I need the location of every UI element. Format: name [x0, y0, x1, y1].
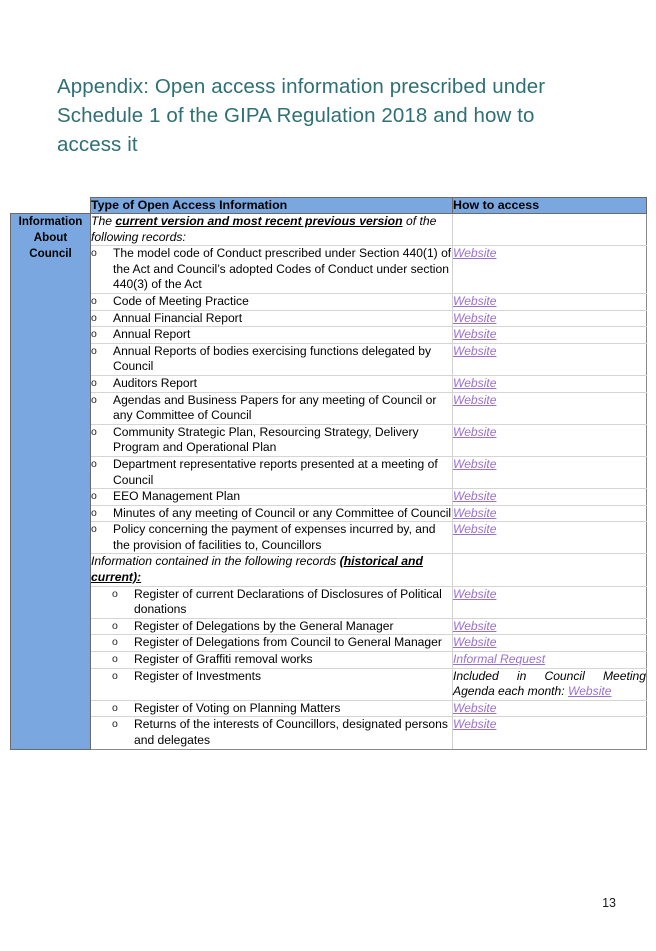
- table-row: [11, 717, 647, 749]
- section-heading-text: Information contained in the following records (historical and current):: [91, 554, 453, 586]
- table-row: [11, 635, 647, 652]
- record-type-label: Register of current Declarations of Disclosures of Political donations: [134, 586, 442, 617]
- table: [10, 197, 647, 750]
- access-method-cell: [453, 456, 647, 488]
- record-type-label: EEO Management Plan: [113, 489, 241, 504]
- bullet-circle-icon: o: [91, 247, 97, 260]
- access-link[interactable]: Website: [453, 522, 497, 537]
- section-heading-text: The current version and most recent previous version of the following records:: [91, 214, 453, 246]
- record-type-label: Register of Delegations from Council to General Manager: [134, 635, 442, 650]
- bullet-circle-icon: o: [91, 393, 97, 406]
- record-type-label: Register of Delegations by the General Manager: [134, 618, 394, 633]
- table-row: [11, 586, 647, 618]
- record-type-cell: [91, 586, 453, 618]
- table-row: [11, 618, 647, 635]
- record-type-cell: [91, 327, 453, 344]
- record-type-label: Annual Financial Report: [113, 310, 243, 325]
- access-link[interactable]: Website: [453, 392, 497, 407]
- bullet-circle-icon: o: [91, 457, 97, 470]
- record-type-label: Code of Meeting Practice: [113, 293, 249, 308]
- access-note-text: Included in Council Meeting Agenda each month:: [453, 668, 646, 699]
- section-heading-emphasis: current version and most recent previous version: [115, 214, 403, 228]
- access-link[interactable]: Website: [453, 375, 497, 390]
- access-method-cell: [453, 522, 647, 554]
- access-method-cell: [453, 392, 647, 424]
- record-type-cell: [91, 246, 453, 294]
- access-method-cell: [453, 652, 647, 669]
- access-link[interactable]: Website: [453, 424, 497, 439]
- header-spacer-cell: [11, 198, 91, 214]
- access-method-cell: [453, 618, 647, 635]
- bullet-circle-icon: o: [91, 376, 97, 389]
- record-type-cell: [91, 310, 453, 327]
- table-row: [11, 522, 647, 554]
- record-type-label: Register of Voting on Planning Matters: [134, 700, 341, 715]
- open-access-information-table: [10, 197, 646, 750]
- bullet-circle-icon: o: [91, 344, 97, 357]
- section-heading-row: [11, 214, 647, 246]
- category-side-label: Information About Council: [11, 214, 91, 750]
- record-type-cell: [91, 505, 453, 522]
- access-link[interactable]: Website: [453, 505, 497, 520]
- record-type-cell: [91, 375, 453, 392]
- page-number: 13: [602, 896, 616, 910]
- bullet-circle-icon: o: [91, 311, 97, 324]
- table-row: [11, 652, 647, 669]
- table-row: [11, 700, 647, 717]
- access-method-cell: [453, 310, 647, 327]
- table-body: [11, 198, 647, 750]
- record-type-label: Department representative reports presented at a meeting of Council: [113, 456, 438, 487]
- record-type-label: The model code of Conduct prescribed under Section 440(1) of the Act and Council’s adopted Codes of Conduct under section 440(3) of the Act: [113, 246, 452, 292]
- column-header-type: Type of Open Access Information: [91, 198, 453, 214]
- bullet-circle-icon: o: [112, 636, 118, 649]
- record-type-label: Policy concerning the payment of expenses incurred by, and the provision of facilities to, Councillors: [113, 522, 436, 552]
- record-type-label: Annual Report: [113, 327, 191, 342]
- access-method-cell: [453, 246, 647, 294]
- access-method-cell: [453, 668, 647, 700]
- access-method-cell: [453, 717, 647, 749]
- access-link[interactable]: Website: [453, 618, 497, 633]
- access-method-cell: [453, 327, 647, 344]
- access-link[interactable]: Website: [453, 717, 497, 732]
- access-method-cell: [453, 293, 647, 310]
- bullet-circle-icon: o: [112, 587, 118, 600]
- access-link[interactable]: Website: [453, 327, 497, 342]
- record-type-cell: [91, 700, 453, 717]
- access-method-cell: [453, 343, 647, 375]
- record-type-cell: [91, 717, 453, 749]
- access-method-cell: [453, 635, 647, 652]
- table-row: [11, 489, 647, 506]
- access-method-cell: [453, 424, 647, 456]
- record-type-label: Returns of the interests of Councillors, designated persons and delegates: [134, 717, 448, 747]
- bullet-circle-icon: o: [112, 718, 118, 731]
- bullet-circle-icon: o: [91, 523, 97, 536]
- bullet-circle-icon: o: [112, 669, 118, 682]
- table-row: [11, 310, 647, 327]
- access-link[interactable]: Website: [453, 586, 497, 601]
- access-method-cell: [453, 505, 647, 522]
- record-type-cell: [91, 489, 453, 506]
- record-type-cell: [91, 293, 453, 310]
- access-method-cell: [453, 375, 647, 392]
- access-link[interactable]: Website: [453, 343, 497, 358]
- table-row: [11, 246, 647, 294]
- record-type-cell: [91, 522, 453, 554]
- bullet-circle-icon: o: [91, 294, 97, 307]
- table-row: [11, 293, 647, 310]
- access-link[interactable]: Website: [453, 489, 497, 504]
- access-note: [453, 669, 646, 700]
- record-type-label: Annual Reports of bodies exercising functions delegated by Council: [113, 343, 431, 374]
- table-row: [11, 456, 647, 488]
- record-type-cell: [91, 618, 453, 635]
- section-heading-emphasis: (historical and current):: [91, 554, 423, 585]
- bullet-circle-icon: o: [91, 328, 97, 341]
- table-row: [11, 327, 647, 344]
- access-link[interactable]: Website: [453, 293, 497, 308]
- section-heading-access-cell: [453, 554, 647, 586]
- table-row: [11, 375, 647, 392]
- record-type-label: Minutes of any meeting of Council or any Committee of Council: [113, 505, 452, 520]
- record-type-label: Community Strategic Plan, Resourcing Strategy, Delivery Program and Operational Plan: [113, 424, 419, 455]
- record-type-cell: [91, 343, 453, 375]
- table-header-row: [11, 198, 647, 214]
- record-type-label: Auditors Report: [113, 375, 198, 390]
- column-header-access: How to access: [453, 198, 647, 214]
- access-link[interactable]: Informal Request: [453, 652, 546, 667]
- record-type-cell: [91, 392, 453, 424]
- bullet-circle-icon: o: [91, 506, 97, 519]
- table-row: [11, 424, 647, 456]
- access-link[interactable]: Website: [453, 700, 497, 715]
- record-type-label: Agendas and Business Papers for any meeting of Council or any Committee of Council: [113, 392, 437, 423]
- table-row: [11, 505, 647, 522]
- access-link[interactable]: Website: [453, 635, 497, 650]
- bullet-circle-icon: o: [91, 425, 97, 438]
- record-type-cell: [91, 424, 453, 456]
- record-type-cell: [91, 652, 453, 669]
- access-method-cell: [453, 489, 647, 506]
- section-heading-access-cell: [453, 214, 647, 246]
- access-link[interactable]: Website: [453, 456, 497, 471]
- record-type-label: Register of Investments: [134, 668, 262, 683]
- access-link[interactable]: Website: [568, 684, 612, 699]
- access-link[interactable]: Website: [453, 310, 497, 325]
- access-method-cell: [453, 700, 647, 717]
- bullet-circle-icon: o: [112, 653, 118, 666]
- bullet-circle-icon: o: [112, 619, 118, 632]
- record-type-cell: [91, 635, 453, 652]
- table-row: [11, 668, 647, 700]
- access-method-cell: [453, 586, 647, 618]
- page-title: Appendix: Open access information prescribed under Schedule 1 of the GIPA Regulation 2018 and how to access it: [57, 74, 546, 156]
- table-row: [11, 392, 647, 424]
- bullet-circle-icon: o: [91, 490, 97, 503]
- access-link[interactable]: Website: [453, 246, 497, 261]
- table-row: [11, 343, 647, 375]
- record-type-cell: [91, 668, 453, 700]
- section-heading-row: [11, 554, 647, 586]
- record-type-label: Register of Graffiti removal works: [134, 652, 313, 667]
- record-type-cell: [91, 456, 453, 488]
- bullet-circle-icon: o: [112, 701, 118, 714]
